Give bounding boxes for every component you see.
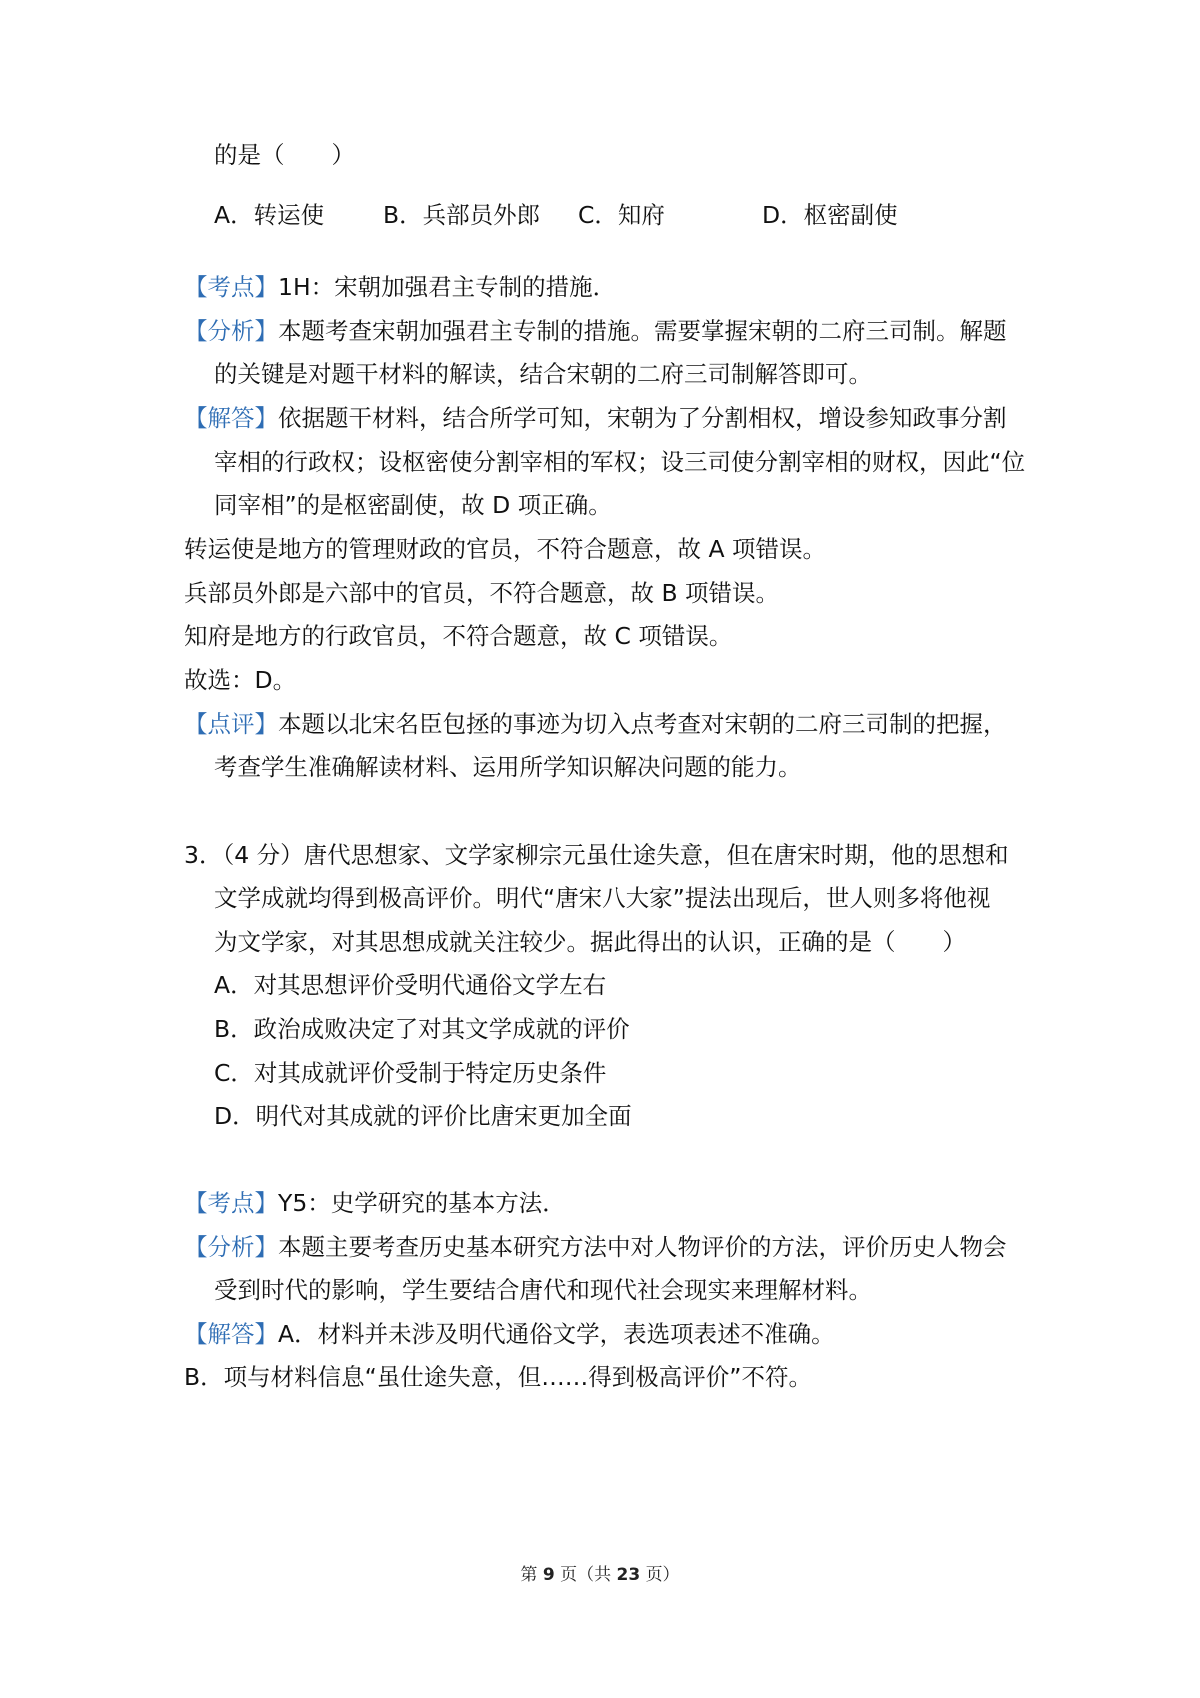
- q2-option-d: D．枢密副使: [762, 201, 898, 229]
- jieda-text: 依据题干材料，结合所学可知，宋朝为了分割相权，增设参知政事分割: [278, 404, 1007, 432]
- q3-option-d: D．明代对其成就的评价比唐宋更加全面: [214, 1102, 632, 1130]
- a3-line-b: B．项与材料信息“虽仕途失意，但……得到极高评价”不符。: [184, 1363, 812, 1391]
- a2-select: 故选：D。: [184, 666, 297, 694]
- dianping-tag: 【点评】: [184, 710, 278, 738]
- a2-dianping-cont: 考查学生准确解读材料、运用所学知识解决问题的能力。: [214, 753, 802, 781]
- q3-option-a: A．对其思想评价受明代通俗文学左右: [214, 971, 607, 999]
- jieda-tag: 【解答】: [184, 404, 278, 432]
- a2-fenxi: [184, 316, 1007, 346]
- kaodian-text: 1H：宋朝加强君主专制的措施．: [278, 273, 617, 301]
- a3-kaodian: [184, 1188, 566, 1218]
- a3-fenxi-cont: 受到时代的影响，学生要结合唐代和现代社会现实来理解材料。: [214, 1276, 872, 1304]
- a2-fenxi-cont: 的关键是对题干材料的解读，结合宋朝的二府三司制解答即可。: [214, 360, 872, 388]
- a2-jieda: [184, 403, 1007, 433]
- footer-total-pages: 23: [616, 1565, 641, 1585]
- q3-option-c: C．对其成就评价受制于特定历史条件: [214, 1059, 607, 1087]
- a3-jieda: [184, 1319, 835, 1349]
- footer-page-number: 9: [542, 1565, 555, 1585]
- q3-option-b: B．政治成败决定了对其文学成就的评价: [214, 1015, 630, 1043]
- footer-prefix: 第: [520, 1565, 538, 1585]
- q2-stem-end: 的是（ ）: [214, 141, 355, 169]
- a2-dianping: [184, 709, 1007, 739]
- a3-fenxi: [184, 1232, 1007, 1262]
- a2-jieda-cont-2: 同宰相”的是枢密副使，故 D 项正确。: [214, 491, 612, 519]
- fenxi-text: 本题考查宋朝加强君主专制的措施。需要掌握宋朝的二府三司制。解题: [278, 317, 1007, 345]
- fenxi-tag: 【分析】: [184, 317, 278, 345]
- jieda-tag: 【解答】: [184, 1320, 278, 1348]
- a2-line-b: 兵部员外郎是六部中的官员，不符合题意，故 B 项错误。: [184, 579, 780, 607]
- footer-middle: 页（共: [560, 1565, 612, 1585]
- q2-option-b: B．兵部员外郎: [383, 201, 541, 229]
- dianping-text: 本题以北宋名臣包拯的事迹为切入点考查对宋朝的二府三司制的把握，: [278, 710, 1007, 738]
- q3-stem-3: 为文学家，对其思想成就关注较少。据此得出的认识，正确的是（ ）: [214, 928, 966, 956]
- q2-option-c: C．知府: [578, 201, 665, 229]
- a2-line-c: 知府是地方的行政官员，不符合题意，故 C 项错误。: [184, 622, 733, 650]
- fenxi-tag: 【分析】: [184, 1233, 278, 1261]
- kaodian-tag: 【考点】: [184, 273, 278, 301]
- a2-line-a: 转运使是地方的管理财政的官员，不符合题意，故 A 项错误。: [184, 535, 827, 563]
- q3-stem-2: 文学成就均得到极高评价。明代“唐宋八大家”提法出现后，世人则多将他视: [214, 884, 991, 912]
- q2-option-a: A．转运使: [214, 201, 325, 229]
- page-footer: [0, 1560, 1200, 1585]
- kaodian-tag: 【考点】: [184, 1189, 278, 1217]
- jieda-text: A．材料并未涉及明代通俗文学，表选项表述不准确。: [278, 1320, 835, 1348]
- a2-jieda-cont-1: 宰相的行政权；设枢密使分割宰相的军权；设三司使分割宰相的财权，因此“位: [214, 448, 1026, 476]
- kaodian-text: Y5：史学研究的基本方法．: [278, 1189, 566, 1217]
- q3-stem-1: 3．（4 分）唐代思想家、文学家柳宗元虽仕途失意，但在唐宋时期，他的思想和: [184, 841, 1009, 869]
- a2-kaodian: [184, 272, 616, 302]
- fenxi-text: 本题主要考查历史基本研究方法中对人物评价的方法，评价历史人物会: [278, 1233, 1007, 1261]
- footer-suffix: 页）: [645, 1565, 680, 1585]
